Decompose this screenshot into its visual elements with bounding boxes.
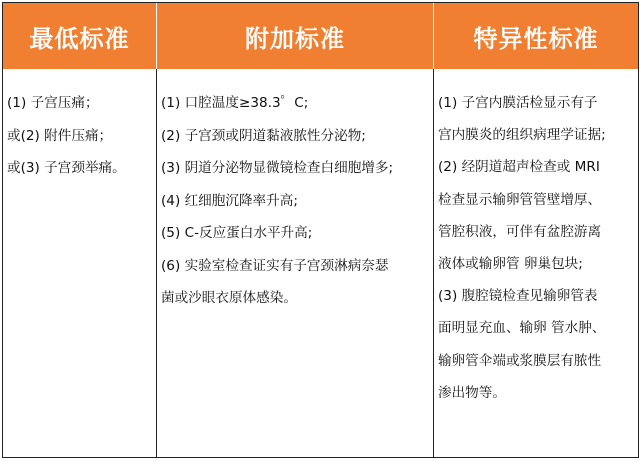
additional-criteria-column: [157, 69, 434, 457]
criteria-line: 渗出物等。: [438, 384, 506, 401]
criteria-line: (1) 子宫内膜活检显示有子: [438, 95, 598, 111]
header-specific-criteria: 特异性标准: [473, 24, 599, 53]
criteria-line: (1) 子宫压痛；: [7, 95, 99, 111]
criteria-line: 液体或输卵管 卵巢包块;: [438, 256, 583, 273]
criteria-line: (6) 实验室检查证实有子宫颈淋病奈瑟: [161, 257, 389, 274]
table-body: [3, 69, 638, 457]
criteria-line: 或(3) 子宫颈举痛。: [7, 160, 126, 176]
specific-criteria-column: [434, 69, 638, 457]
header-additional-criteria: 附加标准: [157, 3, 434, 69]
criteria-line: (2) 经阴道超声检查或 MRI: [438, 159, 600, 176]
criteria-line: 输卵管伞端或浆膜层有脓性: [438, 352, 602, 369]
criteria-line: (3) 阴道分泌物显微镜检查白细胞增多;: [161, 160, 394, 176]
criteria-line: (4) 红细胞沉降率升高;: [161, 192, 298, 209]
criteria-table: [2, 2, 639, 458]
criteria-line: 检查显示输卵管管壁增厚、: [438, 191, 602, 208]
criteria-line: (3) 腹腔镜检查见输卵管表: [438, 288, 598, 305]
criteria-line: 菌或沙眼衣原体感染。: [161, 290, 297, 306]
criteria-line: (2) 子宫颈或阴道黏液脓性分泌物;: [161, 127, 366, 144]
criteria-line: 管腔积液，可伴有盆腔游离: [438, 223, 602, 240]
minimum-criteria-column: [3, 69, 157, 457]
criteria-line: 或(2) 附件压痛；: [7, 127, 113, 144]
header-minimum-criteria: 最低标准: [3, 3, 157, 69]
criteria-line: 宫内膜炎的组织病理学证据;: [438, 127, 606, 144]
criteria-line: 面明显充血、输卵 管水肿、: [438, 320, 606, 337]
table-header: [3, 3, 638, 69]
criteria-line: (1) 口腔温度≥38.3゜C;: [161, 95, 309, 111]
criteria-line: (5) C-反应蛋白水平升高;: [161, 225, 313, 241]
